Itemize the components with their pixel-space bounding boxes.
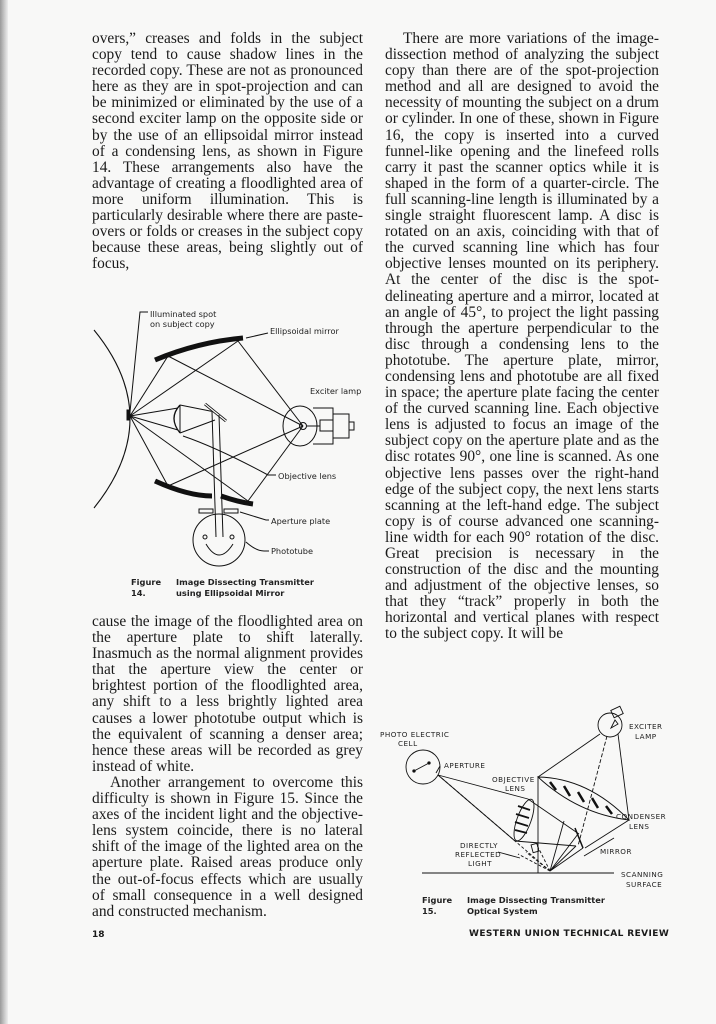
figure-number: Figure 14.: [131, 577, 162, 598]
figure-title-line2: using Ellipsoidal Mirror: [176, 587, 285, 598]
label-condenser: CONDENSER: [616, 812, 667, 821]
scan-binding-edge: [0, 0, 8, 1024]
label-lens: LENS: [505, 784, 526, 793]
label-objective-lens: Objective lens: [278, 471, 337, 481]
figure-14-diagram: [88, 308, 378, 556]
label-scanning: SCANNING: [621, 870, 664, 879]
optical-system-diagram: [378, 706, 684, 896]
page-number: 18: [92, 930, 105, 940]
label-photo-electric: PHOTO ELECTRIC: [380, 730, 450, 739]
label-cell: CELL: [398, 739, 418, 748]
running-footer: WESTERN UNION TECHNICAL REVIEW: [469, 929, 670, 939]
figure-title-line1: Image Dissecting Transmitter: [176, 577, 314, 587]
label-exciter-lamp: Exciter lamp: [310, 386, 362, 396]
figure-15-diagram: [378, 706, 684, 896]
label-directly: DIRECTLY: [460, 841, 499, 850]
left-column-bottom-text: [92, 614, 363, 920]
paragraph: overs,” creases and folds in the subject copy tend to cause shadow lines in the recorded copy. These are not as pronounced here as they are in spot-projection and can be minimized or eliminated by the use of a second exciter lamp on the opposite side or by the use of an ellipsoidal mirror instead of a condensing lens, as shown in Figure 14. These arrangements also have the advantage of creating a floodlighted area of more uniform illumination. This is particularly desirable where there are paste-overs or folds or creases in the subject copy because these areas, being slightly out of focus,: [92, 30, 363, 273]
figure-14-caption: [131, 577, 314, 598]
label-ellipsoidal-mirror: Ellipsoidal mirror: [270, 326, 339, 336]
label-phototube: Phototube: [271, 546, 313, 556]
paragraph: Another arrangement to overcome this difficulty is shown in Figure 15. Since the axes of the incident light and the objective-lens system coincide, there is no lateral shift of the image of the lighted area on the aperture plate. Raised areas produce only the out-of-focus effects which are usually of small consequence in a well designed and constructed mechanism.: [92, 773, 363, 920]
label-condenser-lens: LENS: [629, 822, 650, 831]
figure-title-line2: Optical System: [467, 905, 538, 916]
right-column-text: [385, 31, 659, 643]
figure-15-caption: [422, 895, 605, 916]
label-surface: SURFACE: [626, 880, 663, 889]
figure-number: Figure 15.: [422, 895, 453, 916]
figure-title-line1: Image Dissecting Transmitter: [467, 895, 605, 905]
label-exciter: EXCITER: [629, 722, 663, 731]
label-illuminated-spot: Illuminated spot: [150, 309, 217, 319]
label-light: LIGHT: [468, 859, 492, 868]
ellipsoidal-mirror-diagram: [88, 308, 378, 556]
label-mirror: MIRROR: [600, 847, 632, 856]
paragraph: cause the image of the floodlighted area on the aperture plate to shift laterally. Inasmuch as the normal alignment provides that the aperture view the center or brightest portion of the floodlighted area, any shift to a less brightly lighted area causes a lower phototube output which is the equivalent of scanning a denser area; hence these areas will be recorded as grey instead of white.: [92, 613, 363, 775]
left-column-top-text: [92, 31, 363, 272]
label-reflected: REFLECTED: [455, 850, 502, 859]
label-aperture: APERTURE: [444, 761, 486, 770]
label-lamp: LAMP: [635, 732, 657, 741]
label-objective: OBJECTIVE: [492, 775, 535, 784]
paragraph: There are more variations of the image-dissection method of analyzing the subject copy than there are of the spot-projection method and all are designed to avoid the necessity of mounting the subject on a drum or cylinder. In one of these, shown in Figure 16, the copy is inserted into a curved funnel-like opening and the linefeed rolls carry it past the scanner optics while it is shaped in the form of a quarter-circle. The full scanning-line length is illuminated by a single straight fluorescent lamp. A disc is rotated on an axis, coinciding with that of the curved scanning line which has four objective lenses mounted on its periphery. At the center of the disc is the spot-delineating aperture and a mirror, located at an angle of 45°, to project the light passing through the aperture perpendicular to the disc through a condensing lens to the phototube. The aperture plate, mirror, condensing lens and phototube are all fixed in space; the aperture plate facing the center of the curved scanning line. Each objective lens is adjusted to focus an image of the subject copy on the aperture plate and as the disc rotates 90°, one line is scanned. As one objective lens passes over the right-hand edge of the subject copy, the next lens starts scanning at the left-hand edge. The subject copy is of course advanced one scanning-line width for each 90° rotation of the disc. Great precision is necessary in the construction of the disc and the mounting and adjustment of the objective lenses, so that they “track” properly in both the horizontal and vertical planes with respect to the subject copy. It will be: [385, 30, 659, 643]
label-aperture-plate: Aperture plate: [271, 516, 331, 526]
label-on-subject-copy: on subject copy: [150, 319, 215, 329]
